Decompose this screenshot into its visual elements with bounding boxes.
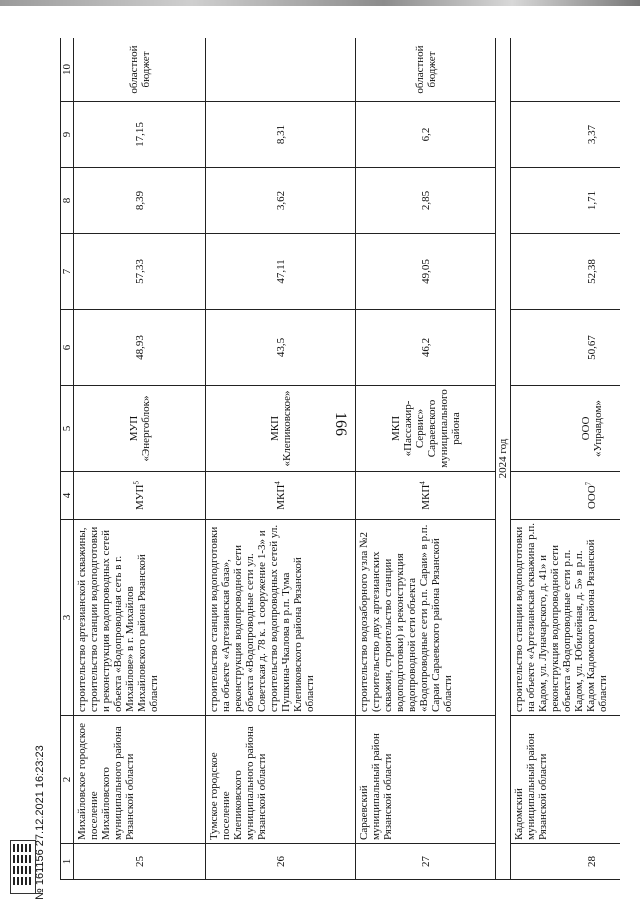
- table-row: [74, 38, 206, 880]
- row-number: 27: [356, 844, 496, 880]
- col-header: 2: [61, 716, 74, 844]
- org-type-label: ООО: [585, 485, 598, 510]
- org-type-cell: [206, 472, 356, 520]
- org-type-label: МКП: [419, 484, 432, 510]
- page-number: 166: [332, 412, 349, 436]
- col-header: 4: [61, 472, 74, 520]
- col-header: 6: [61, 310, 74, 386]
- municipality-cell: Кадомский муниципальный район Рязанской области: [511, 716, 621, 844]
- col-header: 7: [61, 234, 74, 310]
- table-header-row: [61, 38, 74, 880]
- funding-source-cell: областной бюджет: [356, 38, 496, 102]
- value-cell: 48,93: [74, 310, 206, 386]
- org-type-cell: [74, 472, 206, 520]
- value-cell: 8,39: [74, 168, 206, 234]
- value-cell: 52,38: [511, 234, 621, 310]
- funding-source-cell: [511, 38, 621, 102]
- value-cell: 47,11: [206, 234, 356, 310]
- table-row: [206, 38, 356, 880]
- org-type-cell: [511, 472, 621, 520]
- footnote-marker: 7: [583, 481, 592, 486]
- value-cell: 50,67: [511, 310, 621, 386]
- row-number: 28: [511, 844, 621, 880]
- value-cell: 46,2: [356, 310, 496, 386]
- value-cell: 6,2: [356, 102, 496, 168]
- organization-cell: МУП «Энергоблок»: [74, 386, 206, 472]
- value-cell: 43,5: [206, 310, 356, 386]
- org-type-label: МУП: [133, 484, 146, 511]
- work-description-cell: строительство станции водоподготовки на объекте «Артезианская скважина р.п. Кадом, ул. Луначарского, д. 41» и реконструкция водопроводной сети объекта «Водопроводные сети р.п. Кадом, ул. Юбилейная, д. 5» в р.п. Кадом Кадомского района Рязанской области: [511, 520, 621, 716]
- municipality-cell: Михайловское городское поселение Михайловского муниципального района Рязанской области: [74, 716, 206, 844]
- value-cell: 2,85: [356, 168, 496, 234]
- footnote-marker: 5: [131, 481, 140, 485]
- organization-cell: ООО «Управдом»: [511, 386, 621, 472]
- qr-stamp-icon: [10, 840, 36, 894]
- funding-source-cell: [206, 38, 356, 102]
- value-cell: 8,31: [206, 102, 356, 168]
- table-row: [356, 38, 496, 880]
- col-header: 9: [61, 102, 74, 168]
- value-cell: 17,15: [74, 102, 206, 168]
- value-cell: 3,37: [511, 102, 621, 168]
- value-cell: 1,71: [511, 168, 621, 234]
- col-header: 5: [61, 386, 74, 472]
- org-type-label: МКП: [274, 484, 287, 510]
- work-description-cell: строительство водозаборного узла №2 (строительство двух артезианских скважин, строительство станции водоподготовки) и реконструкция водопроводной сети объекта «Водопроводные сети р.п. Сараи» в р.п. Сараи Сараевского района Рязанской области: [356, 520, 496, 716]
- organization-cell: МКП «Пассажир-Сервис» Сараевского муниципального района: [356, 386, 496, 472]
- funding-source-cell: областной бюджет: [74, 38, 206, 102]
- value-cell: 57,33: [74, 234, 206, 310]
- municipality-cell: Тумское городское поселение Клепиковского муниципального района Рязанской области: [206, 716, 356, 844]
- organization-cell: МКП «Клепиковское»: [206, 386, 356, 472]
- org-type-cell: [356, 472, 496, 520]
- municipality-cell: Сараевский муниципальный район Рязанской области: [356, 716, 496, 844]
- year-row: [496, 38, 511, 880]
- table-container: [60, 38, 620, 880]
- col-header: 3: [61, 520, 74, 716]
- work-description-cell: строительство станции водоподготовки на объекте «Артезианская база», реконструкция водопроводной сети объекта «Водопроводные сети ул. Советская д. 78 к. 1 сооружение 1-3» и строительство водопроводных сетей ул. Пушкина-Чкалова в р.п. Тума Клепиковского района Рязанской области: [206, 520, 356, 716]
- row-number: 25: [74, 844, 206, 880]
- year-label: 2024 год: [496, 38, 511, 880]
- row-number: 26: [206, 844, 356, 880]
- footnote-marker: 4: [417, 481, 426, 485]
- col-header: 1: [61, 844, 74, 880]
- table-row: [511, 38, 621, 880]
- value-cell: 49,05: [356, 234, 496, 310]
- footnote-marker: 4: [272, 481, 281, 485]
- col-header: 10: [61, 38, 74, 102]
- investment-table: [60, 38, 620, 880]
- value-cell: 3,62: [206, 168, 356, 234]
- work-description-cell: строительство артезианской скважины, строительство станции водоподготовки и реконструкция водопроводных сетей объекта «Водопроводная сеть в г. Михайлове» в г. Михайлов Михайловского района Рязанской области: [74, 520, 206, 716]
- scan-edge: [0, 0, 640, 6]
- document-footer: № 161156 27.12.2021 16:23:23: [34, 745, 46, 900]
- col-header: 8: [61, 168, 74, 234]
